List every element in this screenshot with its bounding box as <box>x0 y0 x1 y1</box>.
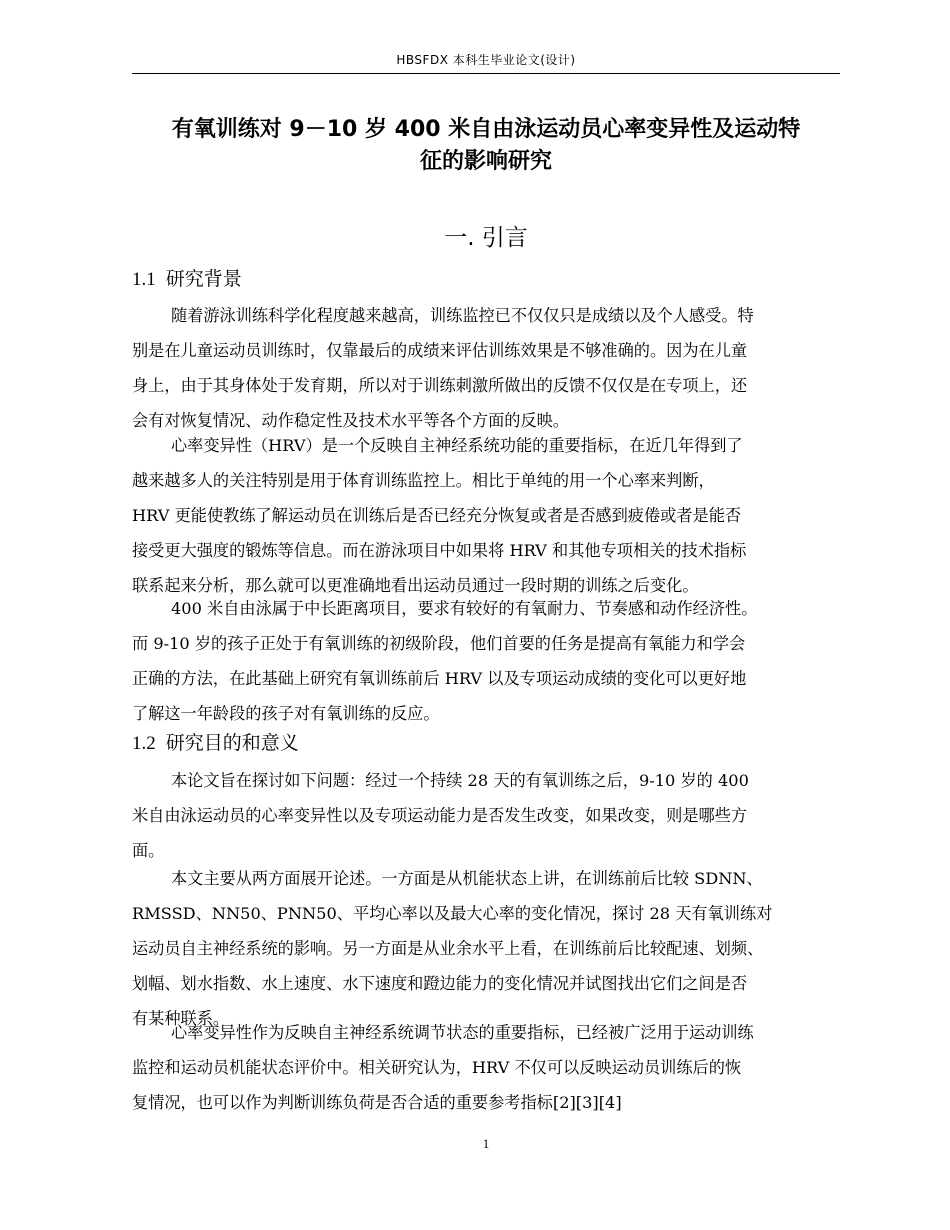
paragraph-line: 本文主要从两方面展开论述。一方面是从机能状态上讲，在训练前后比较 SDNN、 <box>171 869 763 888</box>
thesis-title-line-2: 征的影响研究 <box>419 149 552 174</box>
paragraph-line: 越来越多人的关注特别是用于体育训练监控上。相比于单纯的用一个心率来判断， <box>132 471 715 490</box>
section-title: 研究背景 <box>165 268 242 290</box>
paragraph-line: 心率变异性作为反映自主神经系统调节状态的重要指标，已经被广泛用于运动训练 <box>171 1023 754 1042</box>
paragraph-line: 有某种联系。 <box>132 1009 230 1028</box>
thesis-title-line-1: 有氧训练对 9－10 岁 400 米自由泳运动员心率变异性及运动特 <box>171 117 801 142</box>
paragraph-line: 联系起来分析，那么就可以更准确地看出运动员通过一段时期的训练之后变化。 <box>132 576 699 595</box>
section-title: 研究目的和意义 <box>165 732 299 754</box>
thesis-title <box>132 114 840 178</box>
paragraph-line: 会有对恢复情况、动作稳定性及技术水平等各个方面的反映。 <box>132 411 570 430</box>
section-heading-1-1 <box>132 265 242 294</box>
paragraph-line: RMSSD、NN50、PNN50、平均心率以及最大心率的变化情况，探讨 28 天有氧训练对 <box>132 904 773 923</box>
paragraph-freestyle <box>132 591 840 731</box>
paragraph-line: 面。 <box>132 841 165 860</box>
paragraph-line: 米自由泳运动员的心率变异性以及专项运动能力是否发生改变，如果改变，则是哪些方 <box>132 806 748 825</box>
running-header: HBSFDX 本科生毕业论文(设计) <box>396 53 576 67</box>
paragraph-line: 随着游泳训练科学化程度越来越高，训练监控已不仅仅只是成绩以及个人感受。特 <box>171 306 754 325</box>
paragraph-line: 正确的方法，在此基础上研究有氧训练前后 HRV 以及专项运动成绩的变化可以更好地 <box>132 669 747 688</box>
section-heading-1-2 <box>132 729 299 758</box>
paragraph-line: 复情况，也可以作为判断训练负荷是否合适的重要参考指标[2][3][4] <box>132 1093 622 1112</box>
paragraph-background <box>132 298 840 438</box>
paragraph-line: 监控和运动员机能状态评价中。相关研究认为，HRV 不仅可以反映运动员训练后的恢 <box>132 1058 742 1077</box>
paragraph-purpose <box>132 763 840 868</box>
paragraph-line: 身上，由于其身体处于发育期，所以对于训练刺激所做出的反馈不仅仅是在专项上，还 <box>132 376 748 395</box>
paragraph-line: 本论文旨在探讨如下问题：经过一个持续 28 天的有氧训练之后，9-10 岁的 400 <box>171 771 749 790</box>
paragraph-significance <box>132 1015 840 1120</box>
paragraph-line: 划幅、划水指数、水上速度、水下速度和蹬边能力的变化情况并试图找出它们之间是否 <box>132 974 748 993</box>
page-number: 1 <box>482 1136 490 1151</box>
section-number: 1.1 <box>132 269 156 290</box>
paragraph-line: 别是在儿童运动员训练时，仅靠最后的成绩来评估训练效果是不够准确的。因为在儿童 <box>132 341 748 360</box>
header-rule <box>132 73 840 74</box>
paragraph-line: 而 9-10 岁的孩子正处于有氧训练的初级阶段，他们首要的任务是提高有氧能力和学会 <box>132 634 746 653</box>
paragraph-method <box>132 861 840 1036</box>
paragraph-line: 400 米自由泳属于中长距离项目，要求有较好的有氧耐力、节奏感和动作经济性。 <box>171 599 758 618</box>
paragraph-line: 了解这一年龄段的孩子对有氧训练的反应。 <box>132 704 440 723</box>
paragraph-line: 心率变异性（HRV）是一个反映自主神经系统功能的重要指标，在近几年得到了 <box>171 436 743 455</box>
section-number: 1.2 <box>132 733 156 754</box>
paragraph-line: 接受更大强度的锻炼等信息。而在游泳项目中如果将 HRV 和其他专项相关的技术指标 <box>132 541 747 560</box>
paragraph-line: HRV 更能使教练了解运动员在训练后是否已经充分恢复或者是否感到疲倦或者是能否 <box>132 506 742 525</box>
paragraph-line: 运动员自主神经系统的影响。另一方面是从业余水平上看，在训练前后比较配速、划频、 <box>132 939 764 958</box>
chapter-heading: 一. 引言 <box>444 225 528 251</box>
paragraph-hrv <box>132 428 840 603</box>
